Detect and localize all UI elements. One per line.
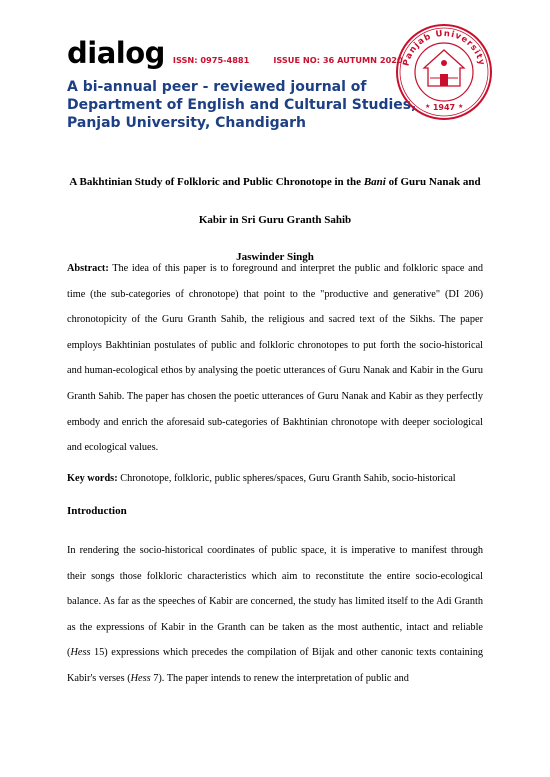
introduction-heading: Introduction	[67, 505, 127, 517]
seal-star-left-icon: ★	[425, 104, 431, 110]
abstract-label: Abstract:	[67, 263, 109, 274]
title-text-italic: Bani	[363, 176, 386, 188]
intro-text-1: In rendering the socio-historical coordinates of public space, it is imperative to manifest through their songs those folkloric characteristics which aim to reconstitute the entire socio-ecological balance. As far as the speeches of Kabir are concerned, the study has limited itself to the Adi Granth as the expressions of Kabir in the Granth can be taken as the most authentic, intact and reliable (	[67, 545, 483, 659]
title-text-post: of Guru Nanak and Kabir in Sri Guru Granth Sahib	[198, 176, 481, 226]
keywords-text: Chronotope, folkloric, public spheres/spaces, Guru Granth Sahib, socio-historical	[120, 473, 456, 484]
paper-title-block	[67, 163, 483, 263]
seal-star-right-icon: ★	[458, 104, 464, 110]
citation-2-author: Hess	[130, 672, 151, 684]
keywords-paragraph	[67, 466, 483, 492]
issn: ISSN: 0975-4881	[172, 55, 250, 65]
paper-title	[67, 163, 483, 239]
seal-year: 1947	[432, 103, 456, 112]
intro-text-2: 15) expressions which precedes the compilation of Bijak and other canonic texts containing Kabir's verses (	[67, 647, 483, 684]
journal-tagline: A bi-annual peer - reviewed journal of Department of English and Cultural Studies, Panjab University, Chandigarh	[67, 79, 417, 131]
intro-text-3: 7). The paper intends to renew the interpretation of public and	[150, 672, 409, 684]
abstract-text: The idea of this paper is to foreground and interpret the public and folkloric space and time (the sub-categories of chronotope) that point to the "productive and generative" (DI 206) chronotopicity of the Guru Granth Sahib, the religious and sacred text of the Sikhs. The paper employs Bakhtinian postulates of public and folkloric chronotopes to put forth the socio-historical and human-ecological ethos by analysing the poetic utterances of Guru Nanak and Kabir in the Guru Granth Sahib. The paper has chosen the poetic utterances of Guru Nanak and Kabir as they perfectly embody and enrich the aforesaid sub-categories of Bakhtinian chronotope with deeper sociological and ecological values.	[67, 263, 483, 454]
journal-name: dialog	[67, 36, 165, 70]
issue-number: ISSUE NO: 36 AUTUMN 2020	[273, 55, 403, 65]
title-text-pre: A Bakhtinian Study of Folkloric and Public Chronotope in the	[69, 176, 364, 188]
abstract-paragraph	[67, 256, 483, 461]
citation-1-author: Hess	[70, 647, 91, 659]
keywords-label: Key words:	[67, 473, 118, 484]
introduction-paragraph	[67, 538, 483, 692]
seal-emblem	[424, 50, 464, 86]
university-seal-icon	[394, 22, 494, 122]
seal-top-text: Panjab University	[401, 28, 487, 68]
author-name: Jaswinder Singh	[236, 251, 314, 263]
